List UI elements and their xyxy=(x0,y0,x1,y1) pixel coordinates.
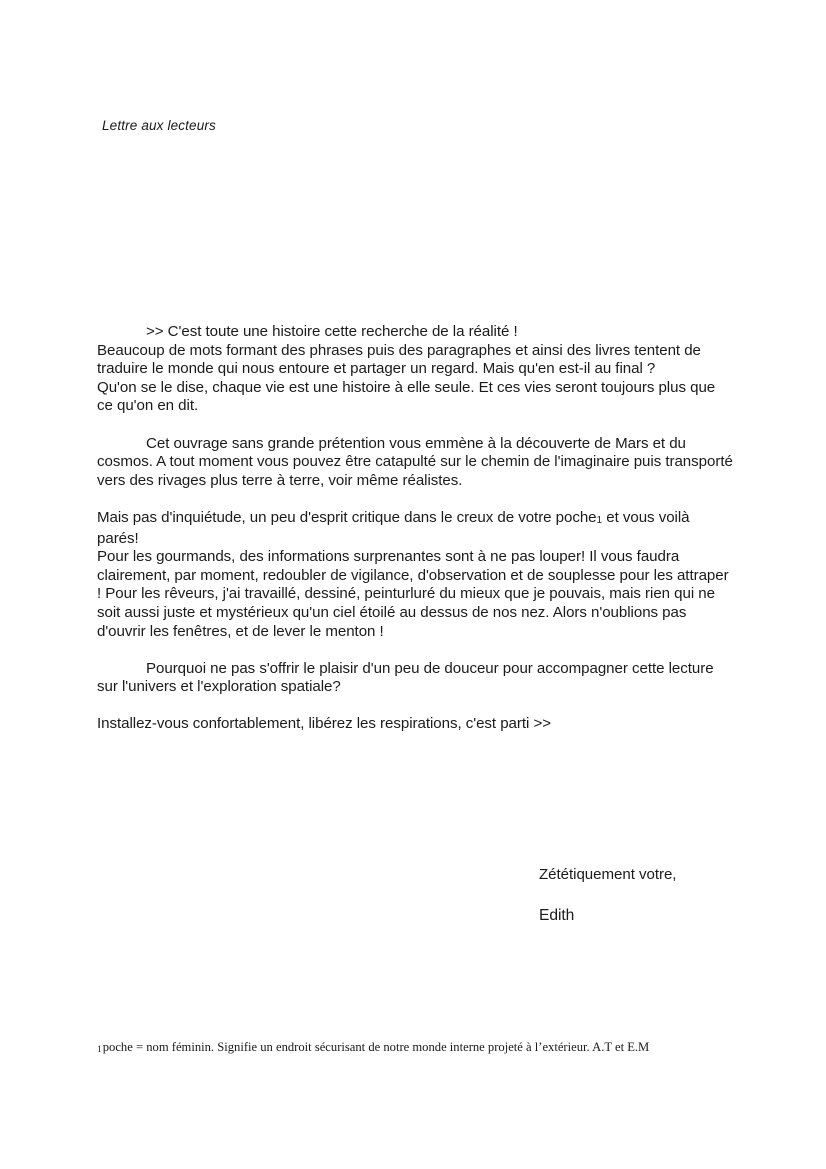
paragraph-text: Pour les gourmands, des informations surprenantes sont à ne pas louper! Il vous faudra clairement, par moment, redoubler de vigilance, d'observation et de souplesse pour les attraper ! Pour les rêveurs, j'ai travaillé, dessiné, peinturluré du mieux que je pouvais, mais rien qui ne soit aussi juste et mystérieux qu'un ciel étoilé au dessus de nos nez. Alors n'oublions pas d'ouvrir les fenêtres, et de lever le menton ! xyxy=(97,548,729,640)
document-header: Lettre aux lecteurs xyxy=(102,118,216,133)
paragraph-douceur xyxy=(97,660,733,697)
letter-body xyxy=(97,323,733,734)
paragraph-text: Cet ouvrage sans grande prétention vous emmène à la découverte de Mars et du cosmos. A tout moment vous pouvez être catapulté sur le chemin de l'imaginaire puis transporté vers des rivages plus terre à terre, voir même réalistes. xyxy=(97,434,733,489)
signature-name: Edith xyxy=(539,906,575,924)
signature-block xyxy=(539,866,799,925)
paragraph-lives xyxy=(97,379,733,416)
paragraph-text-before-footnote: Mais pas d'inquiétude, un peu d'esprit critique dans le creux de votre poche xyxy=(97,508,597,526)
paragraph-gourmands xyxy=(97,548,733,641)
paragraph-text: Installez-vous confortablement, libérez les respirations, c'est parti >> xyxy=(97,715,551,733)
paragraph-closing-invite xyxy=(97,715,733,734)
paragraph-text-after-footnote: et vous voilà parés! xyxy=(97,508,690,547)
footnote xyxy=(97,1040,797,1057)
paragraph-text: Beaucoup de mots formant des phrases puis des paragraphes et ainsi des livres tentent de traduire le monde qui nous entoure et partager un regard. Mais qu'en est-il au final ? xyxy=(97,341,701,378)
footnote-number: 1 xyxy=(97,1044,102,1055)
signature-closing: Zététiquement votre, xyxy=(539,866,677,883)
paragraph-opening-line xyxy=(97,323,733,342)
paragraph-books xyxy=(97,342,733,379)
footnote-reference-marker: 1 xyxy=(596,514,603,526)
paragraph-text: Pourquoi ne pas s'offrir le plaisir d'un peu de douceur pour accompagner cette lecture sur l'univers et l'exploration spatiale? xyxy=(97,659,714,696)
paragraph-pocket xyxy=(97,509,733,548)
paragraph-text: >> C'est toute une histoire cette recherche de la réalité ! xyxy=(146,323,518,340)
paragraph-mars xyxy=(97,435,733,491)
footnote-text: poche = nom féminin. Signifie un endroit sécurisant de notre monde interne projeté à l’extérieur. A.T et E.M xyxy=(102,1040,650,1054)
paragraph-text: Qu'on se le dise, chaque vie est une histoire à elle seule. Et ces vies seront toujours plus que ce qu'on en dit. xyxy=(97,378,716,415)
